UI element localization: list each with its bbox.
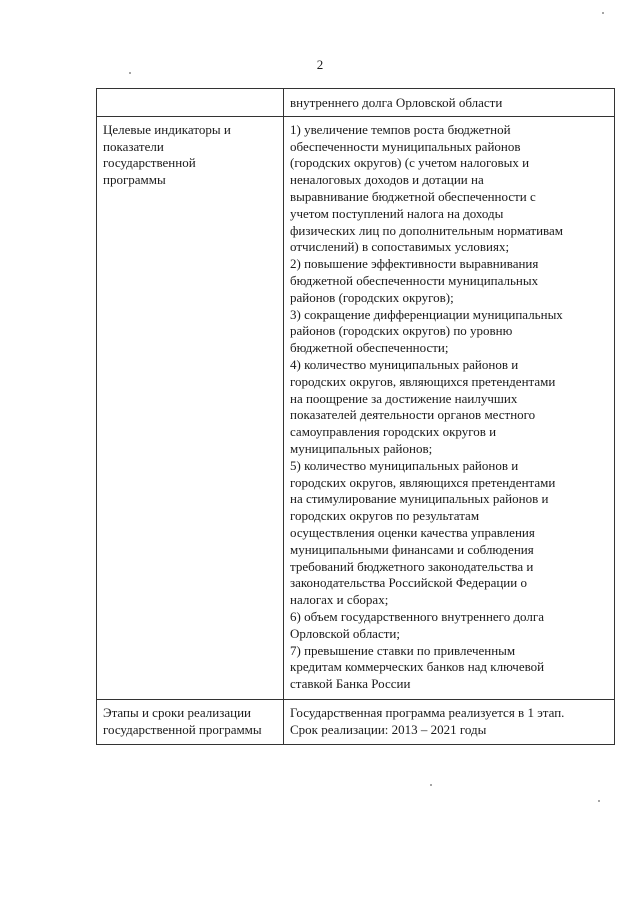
row-value-cell bbox=[284, 699, 615, 745]
text-line: бюджетной обеспеченности; bbox=[290, 340, 449, 356]
text-line: программы bbox=[103, 172, 166, 188]
text-line: внутреннего долга Орловской области bbox=[290, 95, 503, 110]
text-line: показатели bbox=[103, 138, 164, 154]
text-line: на поощрение за достижение наилучших bbox=[290, 390, 518, 406]
table-row bbox=[97, 116, 615, 699]
row-value-lines bbox=[284, 117, 614, 699]
text-line: 1) увеличение темпов роста бюджетной bbox=[290, 121, 511, 137]
text-line: на стимулирование муниципальных районов и bbox=[290, 491, 549, 507]
text-line: 4) количество муниципальных районов и bbox=[290, 356, 519, 372]
text-line: 5) количество муниципальных районов и bbox=[290, 457, 519, 473]
scan-speck bbox=[430, 784, 432, 786]
row-label-lines bbox=[97, 700, 283, 745]
table-row bbox=[97, 89, 615, 117]
text-line: ставкой Банка России bbox=[290, 676, 411, 692]
row-label-cell bbox=[97, 699, 284, 745]
text-line: муниципальными финансами и соблюдения bbox=[290, 541, 534, 557]
text-line: налогах и сборах; bbox=[290, 592, 389, 608]
text-line: учетом поступлений налога на доходы bbox=[290, 205, 504, 221]
text-line: Этапы и сроки реализации bbox=[103, 704, 251, 720]
row-value-lines bbox=[284, 700, 614, 745]
text-line: городских округов, являющихся претендентами bbox=[290, 474, 556, 490]
text-line: выравнивание бюджетной обеспеченности с bbox=[290, 188, 536, 204]
row-value-cell bbox=[284, 89, 615, 117]
text-line: районов (городских округов); bbox=[290, 289, 454, 305]
text-line: требований бюджетного законодательства и bbox=[290, 558, 534, 574]
row-label-lines bbox=[97, 117, 283, 195]
text-line: Целевые индикаторы и bbox=[103, 121, 231, 137]
text-line: законодательства Российской Федерации о bbox=[290, 575, 527, 591]
text-line: Срок реализации: 2013 – 2021 годы bbox=[290, 721, 487, 737]
text-line: муниципальных районов; bbox=[290, 440, 433, 456]
scan-speck bbox=[129, 72, 131, 74]
text-line: Орловской области; bbox=[290, 625, 400, 641]
scan-speck bbox=[602, 12, 604, 14]
text-line: обеспеченности муниципальных районов bbox=[290, 138, 521, 154]
text-line: физических лиц по дополнительным нормативам bbox=[290, 222, 564, 238]
text-line: 6) объем государственного внутреннего долга bbox=[290, 608, 544, 624]
scan-speck bbox=[598, 800, 600, 802]
text-line: государственной программы bbox=[103, 721, 262, 737]
row-value-lines bbox=[284, 89, 614, 116]
text-line: 7) превышение ставки по привлеченным bbox=[290, 642, 516, 658]
text-line: (городских округов) (с учетом налоговых и bbox=[290, 155, 530, 171]
program-passport-table bbox=[96, 88, 615, 745]
text-line: неналоговых доходов и дотации на bbox=[290, 172, 484, 188]
text-line: городских округов, являющихся претендентами bbox=[290, 373, 556, 389]
table-row bbox=[97, 699, 615, 745]
text-line: Государственная программа реализуется в 1 этап. bbox=[290, 704, 565, 720]
text-line: городских округов по результатам bbox=[290, 508, 480, 524]
text-line: 3) сокращение дифференциации муниципальных bbox=[290, 306, 563, 322]
text-line: бюджетной обеспеченности муниципальных bbox=[290, 272, 539, 288]
text-line: кредитам коммерческих банков над ключевой bbox=[290, 659, 545, 675]
row-label-cell bbox=[97, 116, 284, 699]
text-line: государственной bbox=[103, 155, 196, 171]
text-line: 2) повышение эффективности выравнивания bbox=[290, 256, 539, 272]
text-line: показателей деятельности органов местного bbox=[290, 407, 536, 423]
text-line: отчислений) в сопоставимых условиях; bbox=[290, 239, 510, 255]
row-value-cell bbox=[284, 116, 615, 699]
text-line: осуществления оценки качества управления bbox=[290, 524, 535, 540]
text-line: самоуправления городских округов и bbox=[290, 424, 497, 440]
text-line: районов (городских округов) по уровню bbox=[290, 323, 513, 339]
page-number: 2 bbox=[316, 57, 324, 72]
row-label-cell bbox=[97, 89, 284, 117]
row-label-lines bbox=[97, 89, 283, 95]
